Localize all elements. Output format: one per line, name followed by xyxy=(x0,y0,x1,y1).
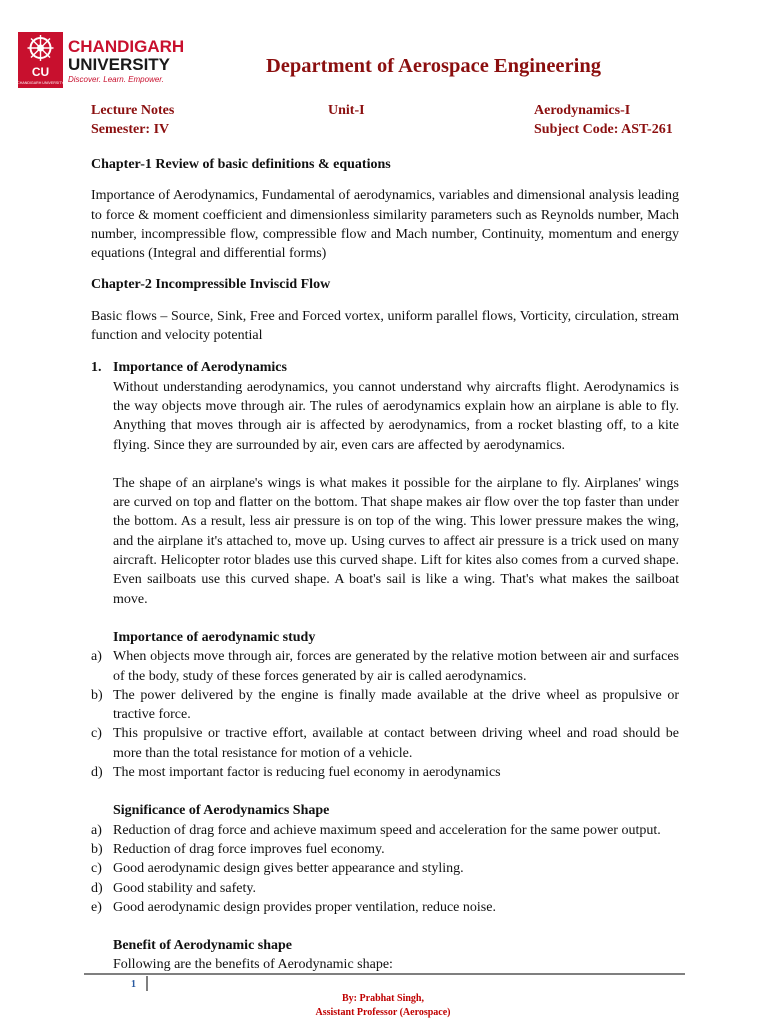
logo-name-line2: UNIVERSITY xyxy=(68,55,171,74)
list-item: d) Good stability and safety. xyxy=(91,880,256,896)
section1-number: 1. xyxy=(91,360,102,376)
department-title: Department of Aerospace Engineering xyxy=(266,55,601,77)
footer-author: By: Prabhat Singh, xyxy=(342,993,424,1004)
study-list xyxy=(91,647,679,782)
semester-label: Semester: IV xyxy=(91,122,170,137)
page-number: 1 xyxy=(131,979,136,990)
page-number-divider xyxy=(146,976,148,991)
section1-title: Importance of Aerodynamics xyxy=(113,360,287,376)
logo-badge: CU xyxy=(31,65,50,79)
benefit-title: Benefit of Aerodynamic shape xyxy=(113,938,293,954)
list-item: a) When objects move through air, forces are generated by the relative motion between air and surfaces of the body, study of these forces generated by air is called aerodynamics. xyxy=(91,649,679,684)
unit-label: Unit-I xyxy=(328,103,365,118)
header-left xyxy=(91,101,174,139)
study-title: Importance of aerodynamic study xyxy=(113,629,316,645)
header-center xyxy=(328,101,365,120)
footer-divider xyxy=(84,973,685,975)
subject-label: Aerodynamics-I xyxy=(534,103,631,118)
logo-tagline: Discover. Learn. Empower. xyxy=(68,75,164,84)
list-item: b) The power delivered by the engine is finally made available at the drive wheel as propulsive or tractive force. xyxy=(91,687,679,723)
footer-designation: Assistant Professor (Aerospace) xyxy=(315,1007,451,1018)
list-item: c) Good aerodynamic design gives better appearance and styling. xyxy=(91,861,464,877)
list-item: d) The most important factor is reducing fuel economy in aerodynamics xyxy=(91,765,501,781)
list-item: b) Reduction of drag force improves fuel economy. xyxy=(91,841,385,857)
significance-list xyxy=(91,821,679,917)
list-item: a) Reduction of drag force and achieve maximum speed and acceleration for the same power output. xyxy=(91,822,661,838)
section1-para1: Without understanding aerodynamics, you cannot understand why aircrafts flight. Aerodynamics is the way objects move through air. The rules of aerodynamics explain how an airplane is able to fly. Anything that moves through air is affected by aerodynamics, from a rocket blasting off, to a kite flying. Since they are surrounded by air, even cars are affected by aerodynamics. xyxy=(113,379,679,453)
significance-title: Significance of Aerodynamics Shape xyxy=(113,803,330,819)
subject-code-label: Subject Code: AST-261 xyxy=(534,122,673,137)
logo-name-line1: CHANDIGARH xyxy=(68,37,185,56)
section1-heading xyxy=(91,358,679,377)
university-logo xyxy=(18,32,216,88)
list-item: c) This propulsive or tractive effort, available at contact between driving wheel and road should be more than the total resistance for motion of a vehicle. xyxy=(91,726,679,761)
header-right xyxy=(534,101,673,139)
benefit-intro: Following are the benefits of Aerodynamic shape: xyxy=(113,957,393,973)
chapter2-body: Basic flows – Source, Sink, Free and Forced vortex, uniform parallel flows, Vorticity, circulation, stream function and velocity potential xyxy=(91,308,679,344)
footer-author-block xyxy=(283,992,483,1020)
list-item: e) Good aerodynamic design provides proper ventilation, reduce noise. xyxy=(91,899,496,915)
chapter1-body: Importance of Aerodynamics, Fundamental of aerodynamics, variables and dimensional analysis leading to force & moment coefficient and dimensionless similarity parameters such as Reynolds number, Mach number, incompressible flow, compressible flow and Mach number, Continuity, momentum and energy equations (Integral and differential forms) xyxy=(91,188,679,262)
chapter1-title: Chapter-1 Review of basic definitions & equations xyxy=(91,157,391,172)
document-body xyxy=(91,155,679,975)
logo-badge-caption: CHANDIGARH UNIVERSITY xyxy=(18,81,64,85)
section1-para2: The shape of an airplane's wings is what makes it possible for the airplane to fly. Airplanes' wings are curved on top and flatter on the bottom. That shape makes air flow over the top faster than under the bottom. As a result, less air pressure is on top of the wing. This lower pressure makes the wing, and the airplane it's attached to, move up. Using curves to affect air pressure is a trick used on many aircraft. Helicopter rotor blades use this curved shape. Lift for kites also comes from a curved shape. Even sailboats use this curved shape. A boat's sail is like a wing. That's what makes the sailboat move. xyxy=(113,475,679,607)
chapter2-title: Chapter-2 Incompressible Inviscid Flow xyxy=(91,277,331,293)
lecture-notes-label: Lecture Notes xyxy=(91,103,175,118)
